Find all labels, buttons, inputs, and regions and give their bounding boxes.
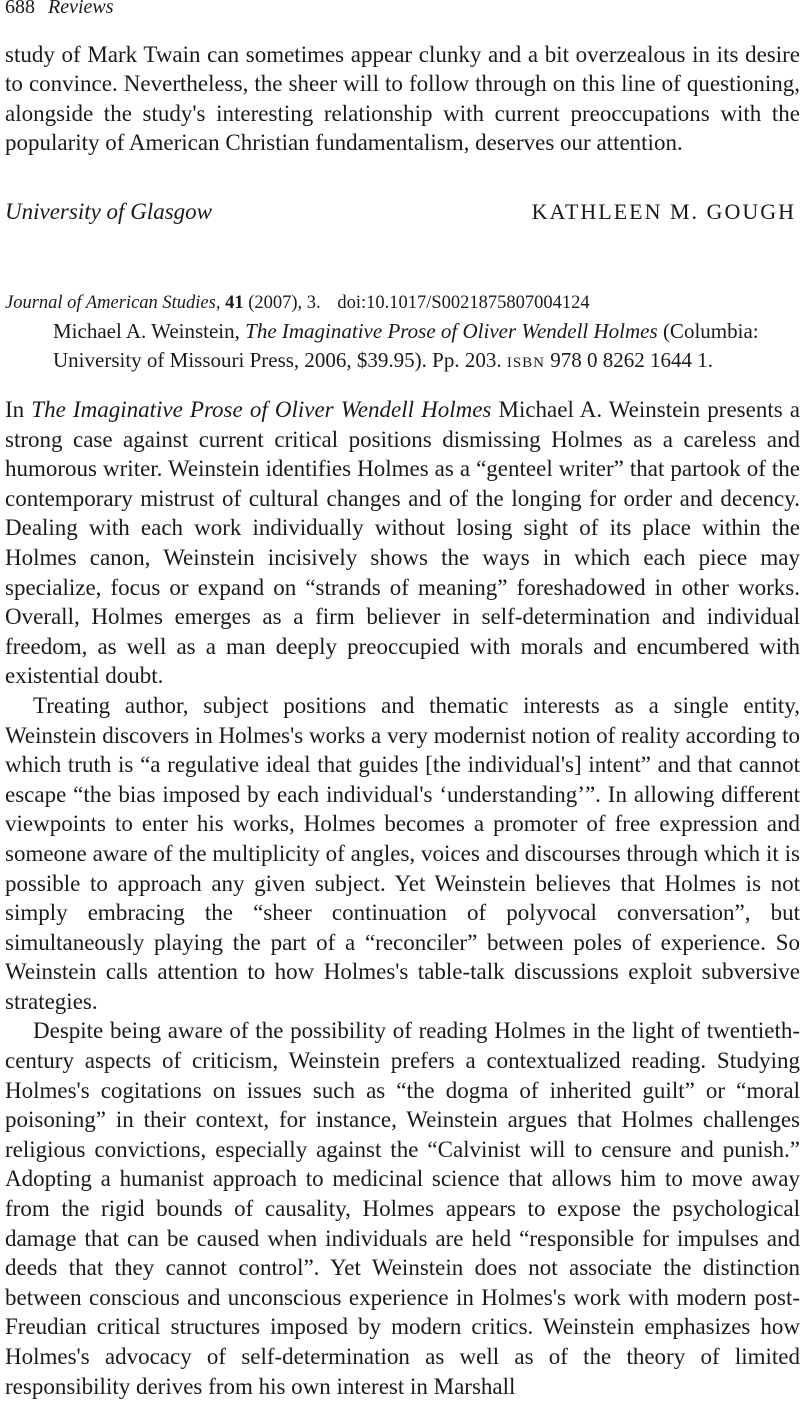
journal-name: Journal of American Studies [5, 293, 216, 313]
isbn-label: ISBN [506, 355, 546, 371]
reviewer-affiliation: University of Glasgow [5, 199, 212, 224]
review-paragraph-3: Despite being aware of the possibility of reading Holmes in the light of twentieth-century aspects of criticism, Weinstein prefers a contextualized reading. Studying Holmes's cogitations on issues such as “the dogma of inherited guilt” or “moral poisoning” in their context, for instance, Weinstein argues that Holmes challenges religious convictions, especially against the “Calvinist will to censure and punish.” Adopting a humanist approach to medicinal science that allows him to move away from the rigid bounds of causality, Holmes appears to expose the psychological damage that can be caused when individuals are held “responsible for impulses and deeds that they cannot control”. Yet Weinstein does not associate the distinction between conscious and unconscious experience in Holmes's work with modern post-Freudian critical structures imposed by modern critics. Weinstein emphasizes how Holmes's advocacy of self-determination as well as of the theory of limited responsibility derives from his own interest in Marshall [5, 1018, 800, 1399]
journal-citation: Journal of American Studies, 41 (2007), 3. doi:10.1017/S0021875807004124 [5, 293, 590, 313]
p1-book-title: The Imaginative Prose of Oliver Wendell Holmes [31, 397, 492, 422]
p1-text: Michael A. Weinstein presents a strong case against current critical positions dismissing Holmes as a careless and humorous writer. Weinstein identifies Holmes as a “genteel writer” that partook of the contemporary mistrust of cultural changes and of the longing for order and decency. Dealing with each work individually without losing sight of its place within the Holmes canon, Weinstein incisively shows the ways in which each piece may specialize, focus or expand on “strands of meaning” foreshadowed in other works. Overall, Holmes emerges as a firm believer in self-determination and individual freedom, as well as a man deeply preoccupied with morals and encumbered with existential doubt. [5, 397, 800, 689]
journal-details: (2007), 3. [248, 293, 321, 313]
section-title: Reviews [48, 0, 114, 18]
book-entry [5, 317, 795, 378]
previous-review-closing-paragraph: study of Mark Twain can sometimes appear clunky and a bit overzealous in its desire to convince. Nevertheless, the sheer will to follow through on this line of questioning, alongside the study's interesting relationship with current preoccupations with the popularity of American Christian fundamentalism, deserves our attention. [5, 42, 800, 155]
reviewer-signature [5, 197, 796, 227]
book-author: Michael A. Weinstein, [53, 319, 240, 343]
isbn-number: 978 0 8262 1644 1. [550, 348, 714, 372]
book-publication: (Columbia: University of Missouri Press, 2006, $39.95). Pp. 203. [53, 319, 759, 372]
journal-volume: 41 [225, 293, 244, 313]
review-paragraph-2: Treating author, subject positions and thematic interests as a single entity, Weinstein discovers in Holmes's works a very modernist notion of reality according to which truth is “a regulative ideal that guides [the individual's] intent” and that cannot escape “the bias imposed by each individual's ‘understanding’”. In allowing different viewpoints to enter his works, Holmes becomes a promoter of free expression and someone aware of the multiplicity of angles, voices and discourses through which it is possible to approach any given subject. Yet Weinstein believes that Holmes is not simply embracing the “sheer continuation of polyvocal conversation”, but simultaneously playing the part of a “reconciler” between poles of experience. So Weinstein calls attention to how Holmes's table-talk discussions exploit subversive strategies. [5, 692, 800, 1014]
reviewer-name: KATHLEEN M. GOUGH [531, 199, 796, 224]
running-head [5, 0, 114, 20]
review-paragraph-1 [5, 395, 800, 691]
p1-lead: In [5, 397, 25, 422]
book-title: The Imaginative Prose of Oliver Wendell Holmes [245, 319, 658, 343]
review-body [5, 395, 800, 1401]
page-number: 688 [5, 0, 35, 18]
doi: doi:10.1017/S0021875807004124 [337, 293, 590, 313]
